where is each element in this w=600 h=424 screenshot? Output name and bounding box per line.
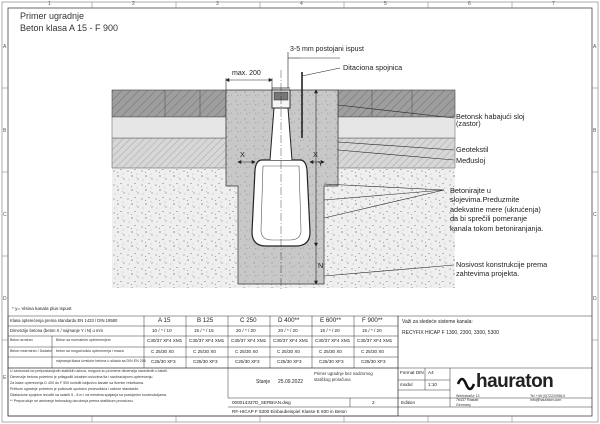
format-label: Format DIN [400, 370, 424, 375]
grid-row-label: C [593, 212, 597, 218]
table-cell: C25/30 XF3 [193, 359, 218, 364]
dim-x-label: X [313, 150, 318, 159]
table-cell: C25/30 XF3 [319, 359, 344, 364]
paving-right [338, 90, 455, 117]
company-address: Werkstraße 13 76437 Rastatt Germany [456, 394, 480, 407]
callout-joint: Ditaciona spojnica [343, 63, 403, 72]
table-cell: 15 / * / 20 [320, 328, 340, 333]
edition-label: Edition [401, 400, 416, 405]
table-cell: C25/30 XF3 [277, 359, 302, 364]
callout-wearing-layer: Betonsk habajući sloj (zastor) [456, 112, 525, 129]
grid-col-label: 4 [300, 1, 303, 7]
grid-row-label: E [3, 375, 7, 381]
dim-gap-label: 3-5 mm postojani ispust [290, 46, 364, 53]
table-cell: 20 / * / 20 [236, 328, 256, 333]
class-header: B 125 [197, 317, 214, 324]
scale-label: modul [400, 382, 413, 387]
table-cell: C25/30 XF3 [361, 359, 386, 364]
note-line: Za klase opterećenja D 400 do F 900 koristiti isključivo kanale sa livenim rešetkama. [10, 381, 145, 385]
date-value: 25.09.2022 [278, 379, 304, 385]
table-cell: C 25/30 X0 [235, 349, 258, 354]
note-line: Prilikom ugradnje potrebno je poštovati uputstvo proizvođača i važeće standarde. [10, 387, 140, 391]
table-cell: 10 / * / 10 [152, 328, 172, 333]
dim-n-label: N [318, 261, 324, 270]
note-line: Dimenzije betona potrebno je prilagoditi lokalnim uslovima tla i saobraćajnom opterećenju. [10, 375, 154, 379]
grid-col-label: 7 [552, 1, 555, 7]
table-cell: 15 / * / 15 [194, 328, 214, 333]
table-cell: C 25/30 X0 [193, 349, 216, 354]
grid-row-label: B [3, 128, 7, 134]
dim-y-label: Y [318, 159, 323, 168]
table-cell: C 25/30 X0 [151, 349, 174, 354]
grid-row-label: C [3, 212, 7, 218]
grid-col-label: 1 [48, 1, 51, 7]
dim-x-label: X [240, 150, 245, 159]
format-value: A4 [428, 370, 434, 375]
grid-row-label: B [593, 128, 597, 134]
class-header: C 250 [240, 317, 257, 324]
note-line: U zavisnosti od pretpostavljenih statičkih uslova, moguće su promene dimenzija navedenih u tabeli. [10, 369, 169, 373]
systems-label: Važi za sledeće sisteme kanala: [402, 319, 473, 325]
company-logo: hauraton [476, 371, 554, 392]
bottom-title: RF-HICAP F 5300 Einbaubeispiel Klasse E 600 in Beton [232, 409, 347, 414]
table-cell: C30/37 XF4 XM1 [147, 338, 183, 343]
class-header: E 600** [320, 317, 341, 324]
grid-col-label: 3 [216, 1, 219, 7]
row-sublabel: Beton sa normalnim opterećenjem [56, 338, 111, 342]
table-row-header: Klasa opterećenja prema standardu EN 1433 / DIN 19580 [10, 318, 118, 323]
grid-col-label: 2 [132, 1, 135, 7]
row-label: Beton armiran [10, 338, 33, 342]
table-cell: C30/37 XF4 XM1 [357, 338, 393, 343]
drawing-number: 000014337D_SERBIAN.dwg [232, 400, 291, 405]
table-cell: C 25/30 X0 [277, 349, 300, 354]
systems-value: RECYFIX HICAP F 1300, 2300, 3300, 5300 [402, 330, 499, 336]
table-cell: 15 / * / 20 [362, 328, 382, 333]
grid-col-label: 6 [468, 1, 471, 7]
table-cell: C25/30 XF3 [151, 359, 176, 364]
dim-max-label: max. 200 [232, 70, 261, 77]
hauraton-logo-icon [458, 379, 474, 389]
callout-geotextile: Geotekstil [456, 145, 489, 154]
revision: 2 [372, 400, 375, 405]
row-sublabel: najmanja klasa čvrstoće betona u skladu sa DIN EN 206 [56, 359, 146, 363]
date-label: Stanje [256, 379, 271, 385]
drawing-title: Primer ugradnje [20, 11, 85, 21]
scale-value: 1:10 [428, 382, 437, 387]
class-header: D 400** [278, 317, 300, 324]
row-label: Beton nearmiran / Dodatni [10, 349, 52, 353]
class-header: F 900** [362, 317, 383, 324]
table-cell: C 25/30 X0 [361, 349, 384, 354]
table-cell: C30/37 XF4 XM1 [189, 338, 225, 343]
class-header: A 15 [158, 317, 171, 324]
stamp-note: Primer ugradnje bez nadzornog statičkog proračuna [314, 371, 373, 382]
row-label: Dimenzije betona (beton X / najmanje Y i N) u mm [10, 328, 103, 333]
callout-interlayer: Međusloj [456, 156, 486, 165]
callout-load-bearing: Nosivost konstrukcije prema zahtevima projekta. [456, 260, 548, 279]
paving-left [112, 90, 226, 117]
grid-row-label: D [3, 296, 7, 302]
table-cell: C 25/30 X0 [319, 349, 342, 354]
grid-row-label: D [593, 296, 597, 302]
table-cell: C30/37 XF4 XM1 [231, 338, 267, 343]
grid-row-label: A [593, 44, 597, 50]
grid-row-label: A [3, 44, 7, 50]
table-cell: C30/37 XF4 XM1 [315, 338, 351, 343]
table-cell: 20 / * / 20 [278, 328, 298, 333]
table-cell: C30/37 XF4 XM1 [273, 338, 309, 343]
note-line: Dilatacione spojnice izvoditi na svakih 5 - 8 m i na mestima spajanja sa postojećim konstrukcijama. [10, 393, 167, 397]
company-contact: Tel +49 (0)7222/958-0 info@hauraton.com [530, 394, 566, 403]
footnote: * y= Visina kanala plus ispust [12, 306, 72, 311]
table-cell: C25/30 XF3 [235, 359, 260, 364]
callout-concreting: Betonirajte u slojevima.Preduzmite adekvatne mere (ukrućenja) da bi sprečili pomeranje kanala tokom betoniranjanja. [450, 186, 544, 233]
note-line: ** Preporučuje se armiranje betonskog okruženja prema statičkom proračunu. [10, 399, 134, 403]
drawing-subtitle: Beton klasa A 15 - F 900 [20, 23, 119, 33]
grid-col-label: 5 [384, 1, 387, 7]
row-sublabel: beton sa mogućnošću opterećenja i mraza [56, 349, 124, 353]
